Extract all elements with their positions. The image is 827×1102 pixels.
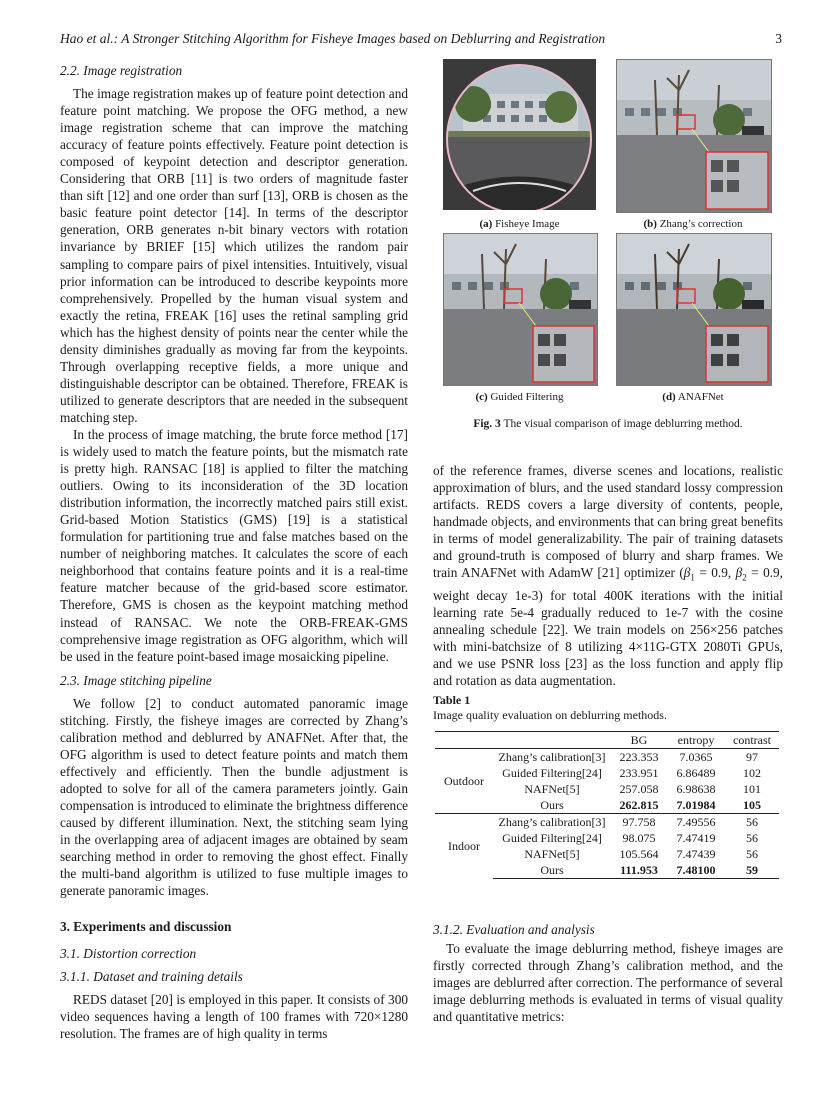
section-3-1-1-paragraph-continued bbox=[433, 462, 783, 689]
caption-d-text: ANAFNet bbox=[675, 391, 724, 403]
table-cell: 7.47439 bbox=[676, 847, 716, 861]
section-3-1-1-paragraph-1: REDS dataset [20] is employed in this paper. It consists of 300 video sequences having a length of 100 frames with 720×1280 resolution. The frames are of high quality in terms bbox=[60, 992, 408, 1042]
header-contrast: contrast bbox=[725, 732, 779, 749]
figure-caption-text: The visual comparison of image deblurring method. bbox=[500, 418, 743, 430]
table-cell: 7.48100 bbox=[667, 862, 725, 879]
group-label-outdoor: Outdoor bbox=[435, 749, 493, 814]
section-3-1-1-title: 3.1.1. Dataset and training details bbox=[60, 969, 243, 985]
beta2-subscript: 2 bbox=[742, 572, 747, 583]
table-cell: 6.98638 bbox=[676, 782, 716, 796]
paragraph-part-3: = 0.9, weight decay 1e-3) for total 400K iterations with the initial learning rate 5e-4 gradually reduced to 1e-7 with the cosine annealing schedule [22]. We train models on 256×256 patches with mini-batchsize of 8 utilizing 4×11G-GTX 2080Ti GPUs, and we use PSNR loss [23] as the loss function and apply flip and rotation as data augmentation. bbox=[433, 565, 784, 689]
table-cell: 262.815 bbox=[619, 798, 659, 812]
caption-c-label: (c) bbox=[475, 391, 488, 403]
section-2-2-paragraph-1: The image registration makes up of feature point detection and feature point matching. We propose the OFG method, a new image registration scheme that can improve the matching accuracy of feature points effectively. Feature point detection is composed of keypoint detection and descriptor generation. Considering that ORB [11] is two orders of magnitude faster than sift [12] and one order than surf [13], ORB is chosen as the basic feature point detector [14]. In terms of the descriptor generation, ORB generates n-bit binary vectors with rotation invariance by BRIEF [15] which utilizes the random pair sampling to compare pairs of pixel intensities. Intuitively, visual prior information can be introduced to describe keypoints more comprehensively. Propelled by the human visual system and exactly the retina, FREAK [16] uses the retinal sampling grid which has the highest density of points near the center while the density diminishes gradually as moving far from the keypoints. Through overlapping receptive fields, a more unique and distinguishable descriptor can be obtained. Therefore, FREAK is utilized to generate descriptors that are needed in the subsequent matching step. bbox=[60, 86, 408, 425]
table-cell: 97.758 bbox=[611, 814, 667, 831]
caption-d-label: (d) bbox=[662, 391, 676, 403]
caption-a-label: (a) bbox=[479, 218, 493, 230]
table-cell: 102 bbox=[743, 766, 761, 780]
header-entropy: entropy bbox=[667, 732, 725, 749]
table-cell: 105 bbox=[743, 798, 761, 812]
table-cell: 105.564 bbox=[619, 847, 659, 861]
section-2-2-paragraph-2: In the process of image matching, the brute force method [17] is widely used to match the feature points, but the mismatch rate is pretty high. RANSAC [18] is applied to filter the matching outliers. Owing to its inconsideration of the 3D location distribution information, the incorrectly matched pairs still exist. Grid-based Motion Statistics (GMS) [19] is a statistical formulation for partitioning true and false matches based on the number of neighboring matches. It calculates the score of each neighborhood that contains feature points and it is a real-time feature matcher because of the grid-based score estimator. Therefore, GMS is chosen as the keypoint matching method instead of RANSAC. We note the ORB-FREAK-GMS comprehensive image registration as OFG algorithm, which will be used in the feature point-based image mosaicking pipeline. bbox=[60, 426, 408, 664]
caption-b-text: Zhang’s correction bbox=[656, 218, 743, 230]
beta1-subscript: 1 bbox=[690, 572, 695, 583]
table-cell: Zhang’s calibration[3] bbox=[493, 749, 611, 766]
table-cell: 59 bbox=[725, 862, 779, 879]
caption-b bbox=[616, 218, 770, 230]
table-cell: 56 bbox=[725, 814, 779, 831]
page-number: 3 bbox=[775, 31, 782, 46]
caption-c-text: Guided Filtering bbox=[487, 391, 564, 403]
table-cell: 7.49556 bbox=[667, 814, 725, 831]
paragraph-part-1: of the reference frames, diverse scenes and locations, realistic approximation of blurs, and the used standard lossy compression artifacts. REDS covers a large diversity of contents, people, handmade objects, and environments that can bring great benefits in terms of model generalizability. The pair of training datasets and ground-truth is composed of blurry and sharp frames. We train ANAFNet with AdamW [21] optimizer ( bbox=[433, 463, 783, 581]
table-caption: Image quality evaluation on deblurring methods. bbox=[433, 708, 667, 722]
table-cell: 257.058 bbox=[619, 782, 659, 796]
section-3-1-2-title: 3.1.2. Evaluation and analysis bbox=[433, 922, 595, 937]
left-column bbox=[60, 62, 408, 1043]
caption-a-text: Fisheye Image bbox=[492, 218, 560, 230]
table-cell: NAFNet[5] bbox=[524, 847, 580, 861]
table-cell: 7.47419 bbox=[676, 831, 716, 845]
table-cell: 223.353 bbox=[611, 749, 667, 766]
table-cell: Zhang’s calibration[3] bbox=[493, 814, 611, 831]
section-3-title: 3. Experiments and discussion bbox=[60, 919, 232, 935]
table-cell: 56 bbox=[746, 831, 758, 845]
table-cell: Ours bbox=[540, 798, 564, 812]
table-1 bbox=[435, 731, 779, 879]
caption-b-label: (b) bbox=[643, 218, 657, 230]
table-cell: 233.951 bbox=[619, 766, 659, 780]
table-row bbox=[435, 814, 779, 831]
table-row bbox=[435, 749, 779, 766]
figure-image-fisheye bbox=[443, 59, 596, 210]
table-cell: Guided Filtering[24] bbox=[502, 831, 602, 845]
figure-caption bbox=[433, 418, 783, 430]
beta2-symbol: β bbox=[735, 565, 743, 581]
table-cell: 101 bbox=[743, 782, 761, 796]
table-cell: Ours bbox=[493, 862, 611, 879]
right-column-top bbox=[433, 462, 783, 689]
figure-image-guided-filtering bbox=[443, 233, 598, 386]
table-cell: Guided Filtering[24] bbox=[502, 766, 602, 780]
table-cell: 97 bbox=[725, 749, 779, 766]
table-1-heading bbox=[433, 693, 667, 723]
table-cell: 98.075 bbox=[622, 831, 656, 845]
figure-image-anafnet bbox=[616, 233, 772, 386]
paragraph-part-2: = 0.9, bbox=[694, 565, 736, 581]
table-cell: 111.953 bbox=[611, 862, 667, 879]
right-column-bottom bbox=[433, 921, 783, 1025]
figure-image-zhang-correction bbox=[616, 59, 772, 213]
running-title: Hao et al.: A Stronger Stitching Algorithm for Fisheye Images based on Deblurring and Registration bbox=[60, 31, 606, 46]
caption-d bbox=[616, 391, 770, 403]
caption-a bbox=[443, 218, 596, 230]
section-2-2-title: 2.2. Image registration bbox=[60, 63, 183, 78]
section-2-3-title: 2.3. Image stitching pipeline bbox=[60, 672, 212, 688]
table-cell: 7.01984 bbox=[676, 798, 716, 812]
group-label-indoor: Indoor bbox=[435, 814, 493, 879]
table-cell: 6.86489 bbox=[676, 766, 716, 780]
caption-c bbox=[443, 391, 596, 403]
table-cell: 56 bbox=[746, 847, 758, 861]
section-3-1-2-paragraph-1: To evaluate the image deblurring method, fisheye images are firstly corrected through Zhang’s calibration method, and the images are deblurred after correction. The performance of several image deblurring methods is evaluated in terms of visual quality and quantitative metrics: bbox=[433, 941, 783, 1025]
table-label: Table 1 bbox=[433, 693, 471, 707]
header-bg: BG bbox=[611, 732, 667, 749]
running-header bbox=[60, 31, 782, 51]
beta1-symbol: β bbox=[683, 565, 691, 581]
section-3-1-title: 3.1. Distortion correction bbox=[60, 946, 197, 962]
section-2-3-paragraph-1: We follow [2] to conduct automated panoramic image stitching. Firstly, the fisheye images are corrected by Zhang’s calibration method and deblurred by ANAFNet. After that, the OFG algorithm is used to detect feature points and match them effectively and efficiently. Then the bundle adjustment is adopted to solve for all of the camera parameters jointly. Gain compensation is introduced to eliminate the brightness difference caused by different illumination. Next, the stitching seam lying in the overlapping area of adjacent images are obtained by seam searching method in order to removing the ghost effect. Finally the multi-band algorithm is utilized to fuse multiple images to generate panoramic images. bbox=[60, 695, 408, 899]
table-cell: NAFNet[5] bbox=[524, 782, 580, 796]
figure-label: Fig. 3 bbox=[473, 418, 501, 430]
table-header-row bbox=[435, 732, 779, 749]
table-cell: 7.0365 bbox=[667, 749, 725, 766]
